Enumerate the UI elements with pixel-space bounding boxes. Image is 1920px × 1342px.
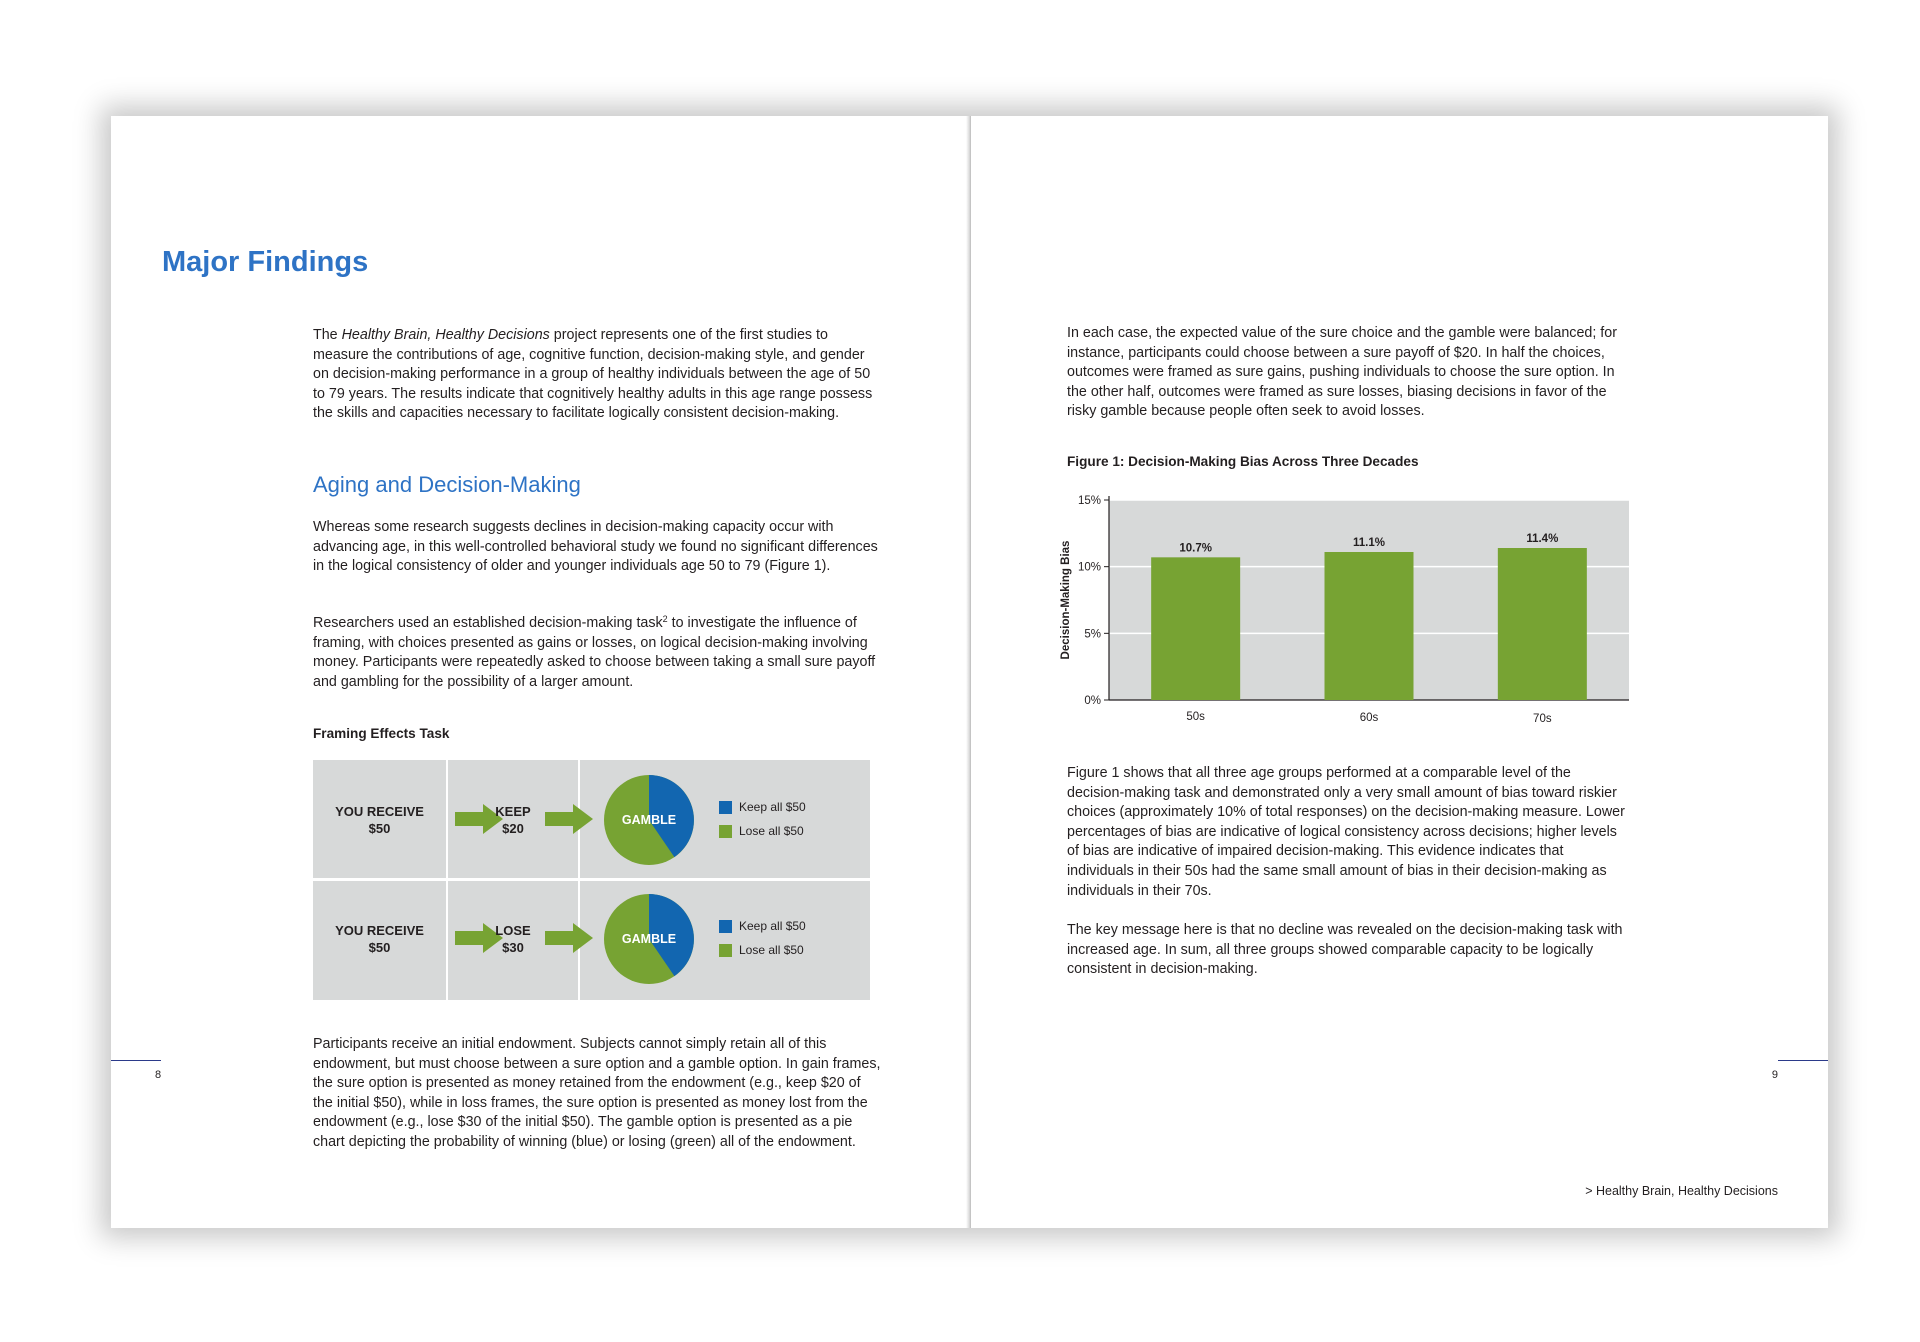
receive-label (313, 922, 446, 956)
receive-amount: $50 (368, 940, 391, 955)
figure-caption: Figure 1: Decision-Making Bias Across Three Decades (1067, 454, 1419, 469)
receive-amount: $50 (368, 821, 391, 836)
receive-text: YOU RECEIVE (335, 804, 424, 819)
loss-frame-row (313, 881, 870, 999)
receive-text: YOU RECEIVE (335, 923, 424, 938)
left-page (111, 116, 969, 1228)
bar-value-label: 11.1% (1353, 537, 1385, 549)
legend-lose (719, 824, 804, 838)
y-tick-label: 10% (1077, 561, 1101, 574)
blue-swatch (719, 801, 732, 814)
green-swatch (719, 944, 732, 957)
y-axis-label: Decision-Making Bias (1060, 540, 1072, 660)
x-tick-label: 70s (1533, 713, 1552, 725)
footnote-ref: 2 (662, 614, 668, 624)
option-amount: $20 (502, 821, 524, 836)
option-text: KEEP (495, 804, 531, 819)
blue-swatch (719, 920, 732, 933)
legend-keep-text: Keep all $50 (739, 919, 806, 933)
option-text: LOSE (495, 923, 531, 938)
bias-bar-chart (1059, 482, 1649, 732)
gamble-label: GAMBLE (621, 813, 677, 827)
option-amount: $30 (502, 940, 524, 955)
gain-frame-row (313, 760, 870, 878)
page-number: 9 (1771, 1069, 1778, 1081)
section-heading: Aging and Decision-Making (313, 472, 581, 497)
y-tick-label: 0% (1084, 695, 1101, 707)
framing-text-start: Researchers used an established decision-making task (313, 615, 663, 631)
y-tick-label: 5% (1084, 628, 1101, 641)
intro-text-start: The (313, 327, 342, 343)
endowment-paragraph: Participants receive an initial endowment. Subjects cannot simply retain all of this endowment, but must choose between a sure option and a gamble option. In gain frames, the sure option is presented as money retained from the endowment (e.g., keep $20 of the initial $50), while in loss frames, the sure option is presented as money lost from the endowment (e.g., lose $30 of the initial $50). The gamble option is presented as a pie chart depicting the probability of winning (blue) or losing (green) all of the endowment. (313, 1036, 881, 1150)
bar-value-label: 10.7% (1179, 542, 1212, 555)
y-tick-label: 15% (1077, 495, 1101, 507)
gamble-label: GAMBLE (621, 932, 677, 946)
legend-keep (719, 800, 806, 814)
intro-text-end: project represents one of the first studies to measure the contributions of age, cognitive function, decision-making style, and gender on decision-making performance in a group of healthy individuals between the age of 50 to 79 years. The results indicate that cognitively healthy adults in this age range possess the skills and capacities necessary to facilitate logically consistent decision-making. (313, 327, 873, 422)
legend-keep (719, 919, 806, 933)
bar-50s (1151, 557, 1240, 700)
x-tick-label: 50s (1186, 711, 1205, 723)
bar-60s (1325, 552, 1414, 700)
bar-value-label: 11.4% (1526, 533, 1559, 545)
page-number: 8 (155, 1069, 162, 1081)
framing-paragraph (313, 614, 883, 692)
legend-lose-text: Lose all $50 (739, 824, 804, 838)
right-page (971, 116, 1828, 1228)
chart-canvas (1059, 482, 1649, 732)
arrow-right-icon (545, 923, 593, 953)
running-footer: > Healthy Brain, Healthy Decisions (1585, 1184, 1778, 1198)
document-spread (111, 116, 1828, 1228)
project-name: Healthy Brain, Healthy Decisions (341, 327, 550, 343)
green-swatch (719, 825, 732, 838)
legend-lose (719, 943, 804, 957)
page-title: Major Findings (162, 246, 369, 278)
figure-explanation-paragraph: Figure 1 shows that all three age groups performed at a comparable level of the decision-making task and demonstrated only a very small amount of bias toward riskier choices (approximately 10% of total responses) on the decision-making measure. Lower percentages of bias are indicative of logical consistency across decisions; higher levels of bias are indicative of impaired decision-making. This evidence indicates that individuals in their 50s had the same small amount of bias in their decision-making as individuals in their 70s. (1067, 765, 1625, 899)
receive-label (313, 803, 446, 837)
framing-effects-diagram (313, 760, 870, 1000)
arrow-right-icon (545, 804, 593, 834)
framing-text-end: to investigate the influence of framing, with choices presented as gains or losses, on logical decision-making involving money. Participants were repeatedly asked to choose between taking a small sure payoff and gambling for the possibility of a larger amount. (313, 615, 876, 690)
legend-keep-text: Keep all $50 (739, 800, 806, 814)
balanced-paragraph: In each case, the expected value of the sure choice and the gamble were balanced; for instance, participants could choose between a sure payoff of $20. In half the choices, outcomes were framed as sure gains, pushing individuals to choose the sure option. In the other half, outcomes were framed as sure losses, biasing decisions in favor of the risky gamble because people often seek to avoid losses. (1067, 325, 1617, 420)
diagram-label: Framing Effects Task (313, 726, 450, 741)
key-message-paragraph: The key message here is that no decline was revealed on the decision-making task with increased age. In sum, all three groups showed comparable capacity to be logically consistent in decision-making. (1067, 922, 1623, 978)
bar-70s (1498, 548, 1587, 700)
legend-lose-text: Lose all $50 (739, 943, 804, 957)
intro-paragraph (313, 326, 883, 424)
folio-rule (1778, 1060, 1828, 1061)
folio-rule (111, 1060, 161, 1061)
aging-paragraph: Whereas some research suggests declines in decision-making capacity occur with advancing age, in this well-controlled behavioral study we found no significant differences in the logical consistency of older and younger individuals age 50 to 79 (Figure 1). (313, 519, 878, 575)
x-tick-label: 60s (1359, 712, 1379, 724)
